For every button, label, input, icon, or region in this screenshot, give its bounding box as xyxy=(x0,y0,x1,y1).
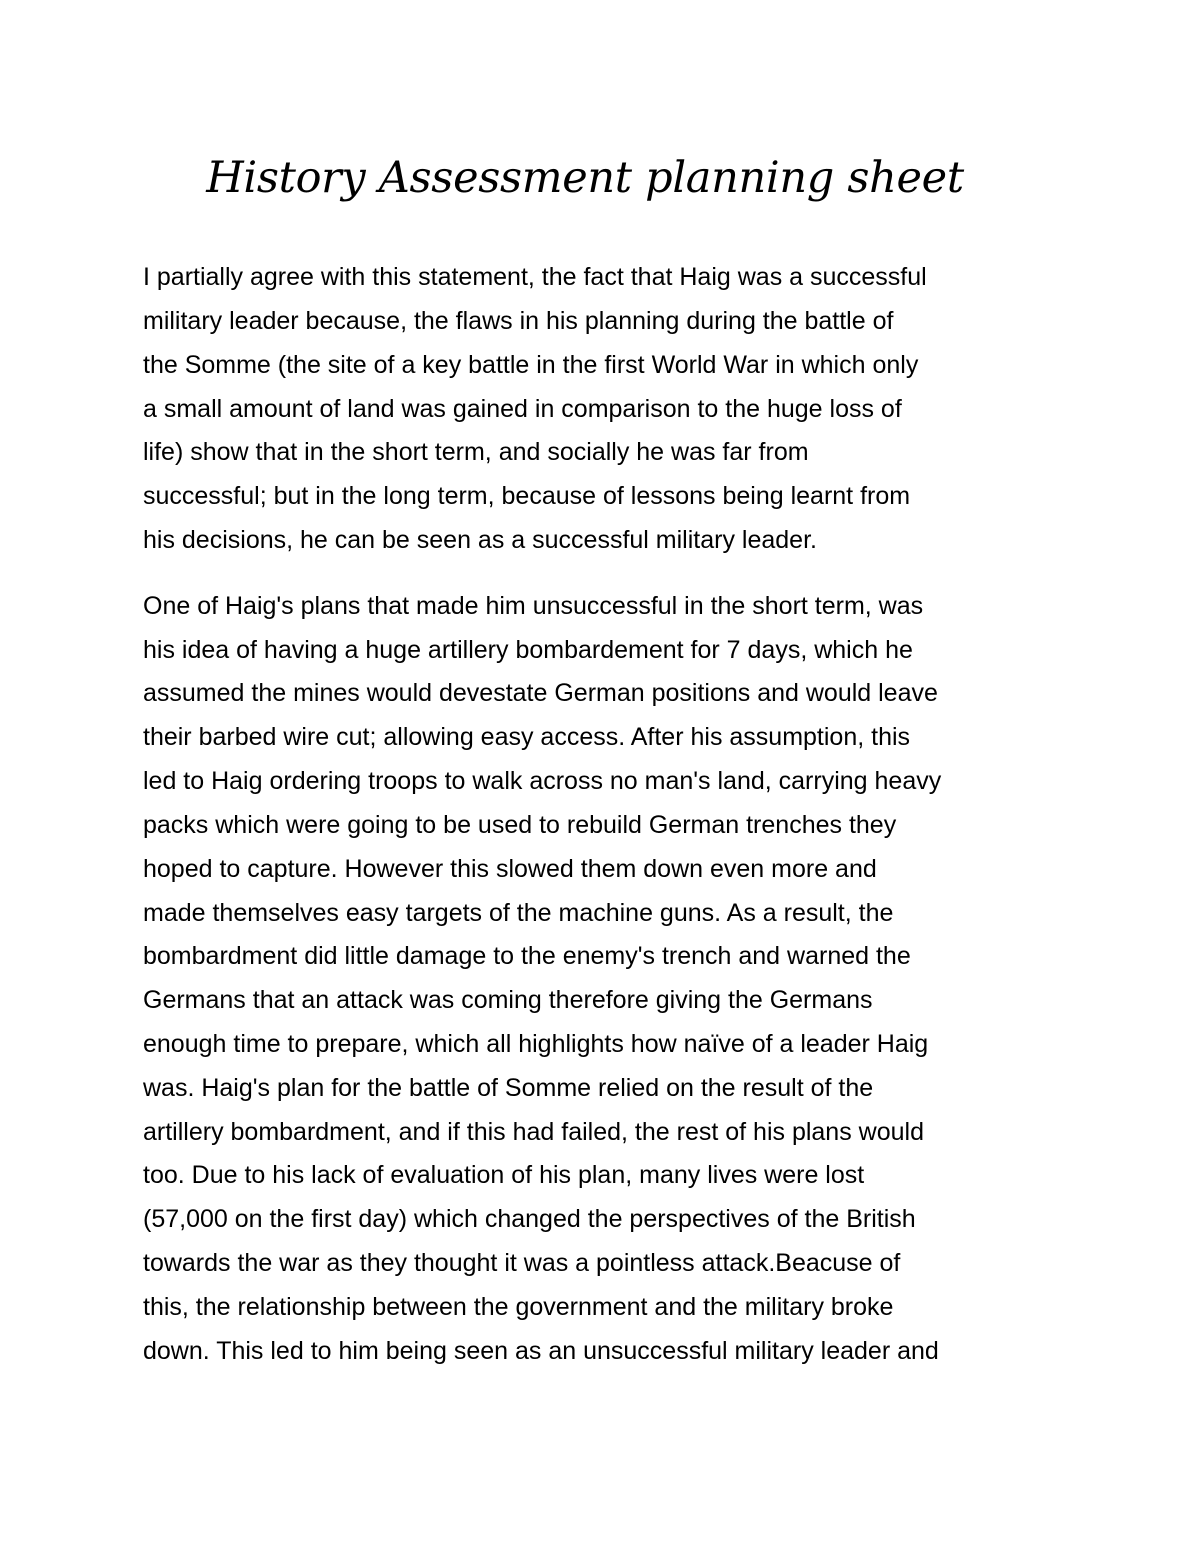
text-line: towards the war as they thought it was a pointless attack.Beacuse of xyxy=(143,1249,901,1277)
text-line: I partially agree with this statement, the fact that Haig was a successful xyxy=(143,263,927,291)
text-line: hoped to capture. However this slowed them down even more and xyxy=(143,855,877,883)
text-line: successful; but in the long term, because of lessons being learnt from xyxy=(143,482,911,510)
text-line: their barbed wire cut; allowing easy access. After his assumption, this xyxy=(143,723,911,751)
text-line: his idea of having a huge artillery bombardement for 7 days, which he xyxy=(143,636,913,664)
text-line: artillery bombardment, and if this had failed, the rest of his plans would xyxy=(143,1118,924,1146)
text-line: was. Haig's plan for the battle of Somme relied on the result of the xyxy=(143,1074,874,1102)
text-line: down. This led to him being seen as an unsuccessful military leader and xyxy=(143,1337,939,1365)
text-line: this, the relationship between the government and the military broke xyxy=(143,1293,894,1321)
text-line: the Somme (the site of a key battle in the first World War in which only xyxy=(143,351,919,379)
text-line: led to Haig ordering troops to walk across no man's land, carrying heavy xyxy=(143,767,942,795)
text-line: too. Due to his lack of evaluation of his plan, many lives were lost xyxy=(143,1161,865,1189)
text-line: One of Haig's plans that made him unsuccessful in the short term, was xyxy=(143,592,924,620)
text-line: military leader because, the flaws in his planning during the battle of xyxy=(143,307,894,335)
text-line: life) show that in the short term, and socially he was far from xyxy=(143,438,809,466)
text-line: packs which were going to be used to rebuild German trenches they xyxy=(143,811,897,839)
text-line: his decisions, he can be seen as a successful military leader. xyxy=(143,526,817,554)
text-line: Germans that an attack was coming therefore giving the Germans xyxy=(143,986,873,1014)
document-title: History Assessment planning sheet xyxy=(206,153,964,203)
text-line: a small amount of land was gained in comparison to the huge loss of xyxy=(143,395,902,423)
text-line: (57,000 on the first day) which changed the perspectives of the British xyxy=(143,1205,916,1233)
text-line: assumed the mines would devestate German positions and would leave xyxy=(143,679,938,707)
text-line: enough time to prepare, which all highlights how naïve of a leader Haig xyxy=(143,1030,929,1058)
text-line: made themselves easy targets of the machine guns. As a result, the xyxy=(143,899,894,927)
text-line: bombardment did little damage to the enemy's trench and warned the xyxy=(143,942,911,970)
